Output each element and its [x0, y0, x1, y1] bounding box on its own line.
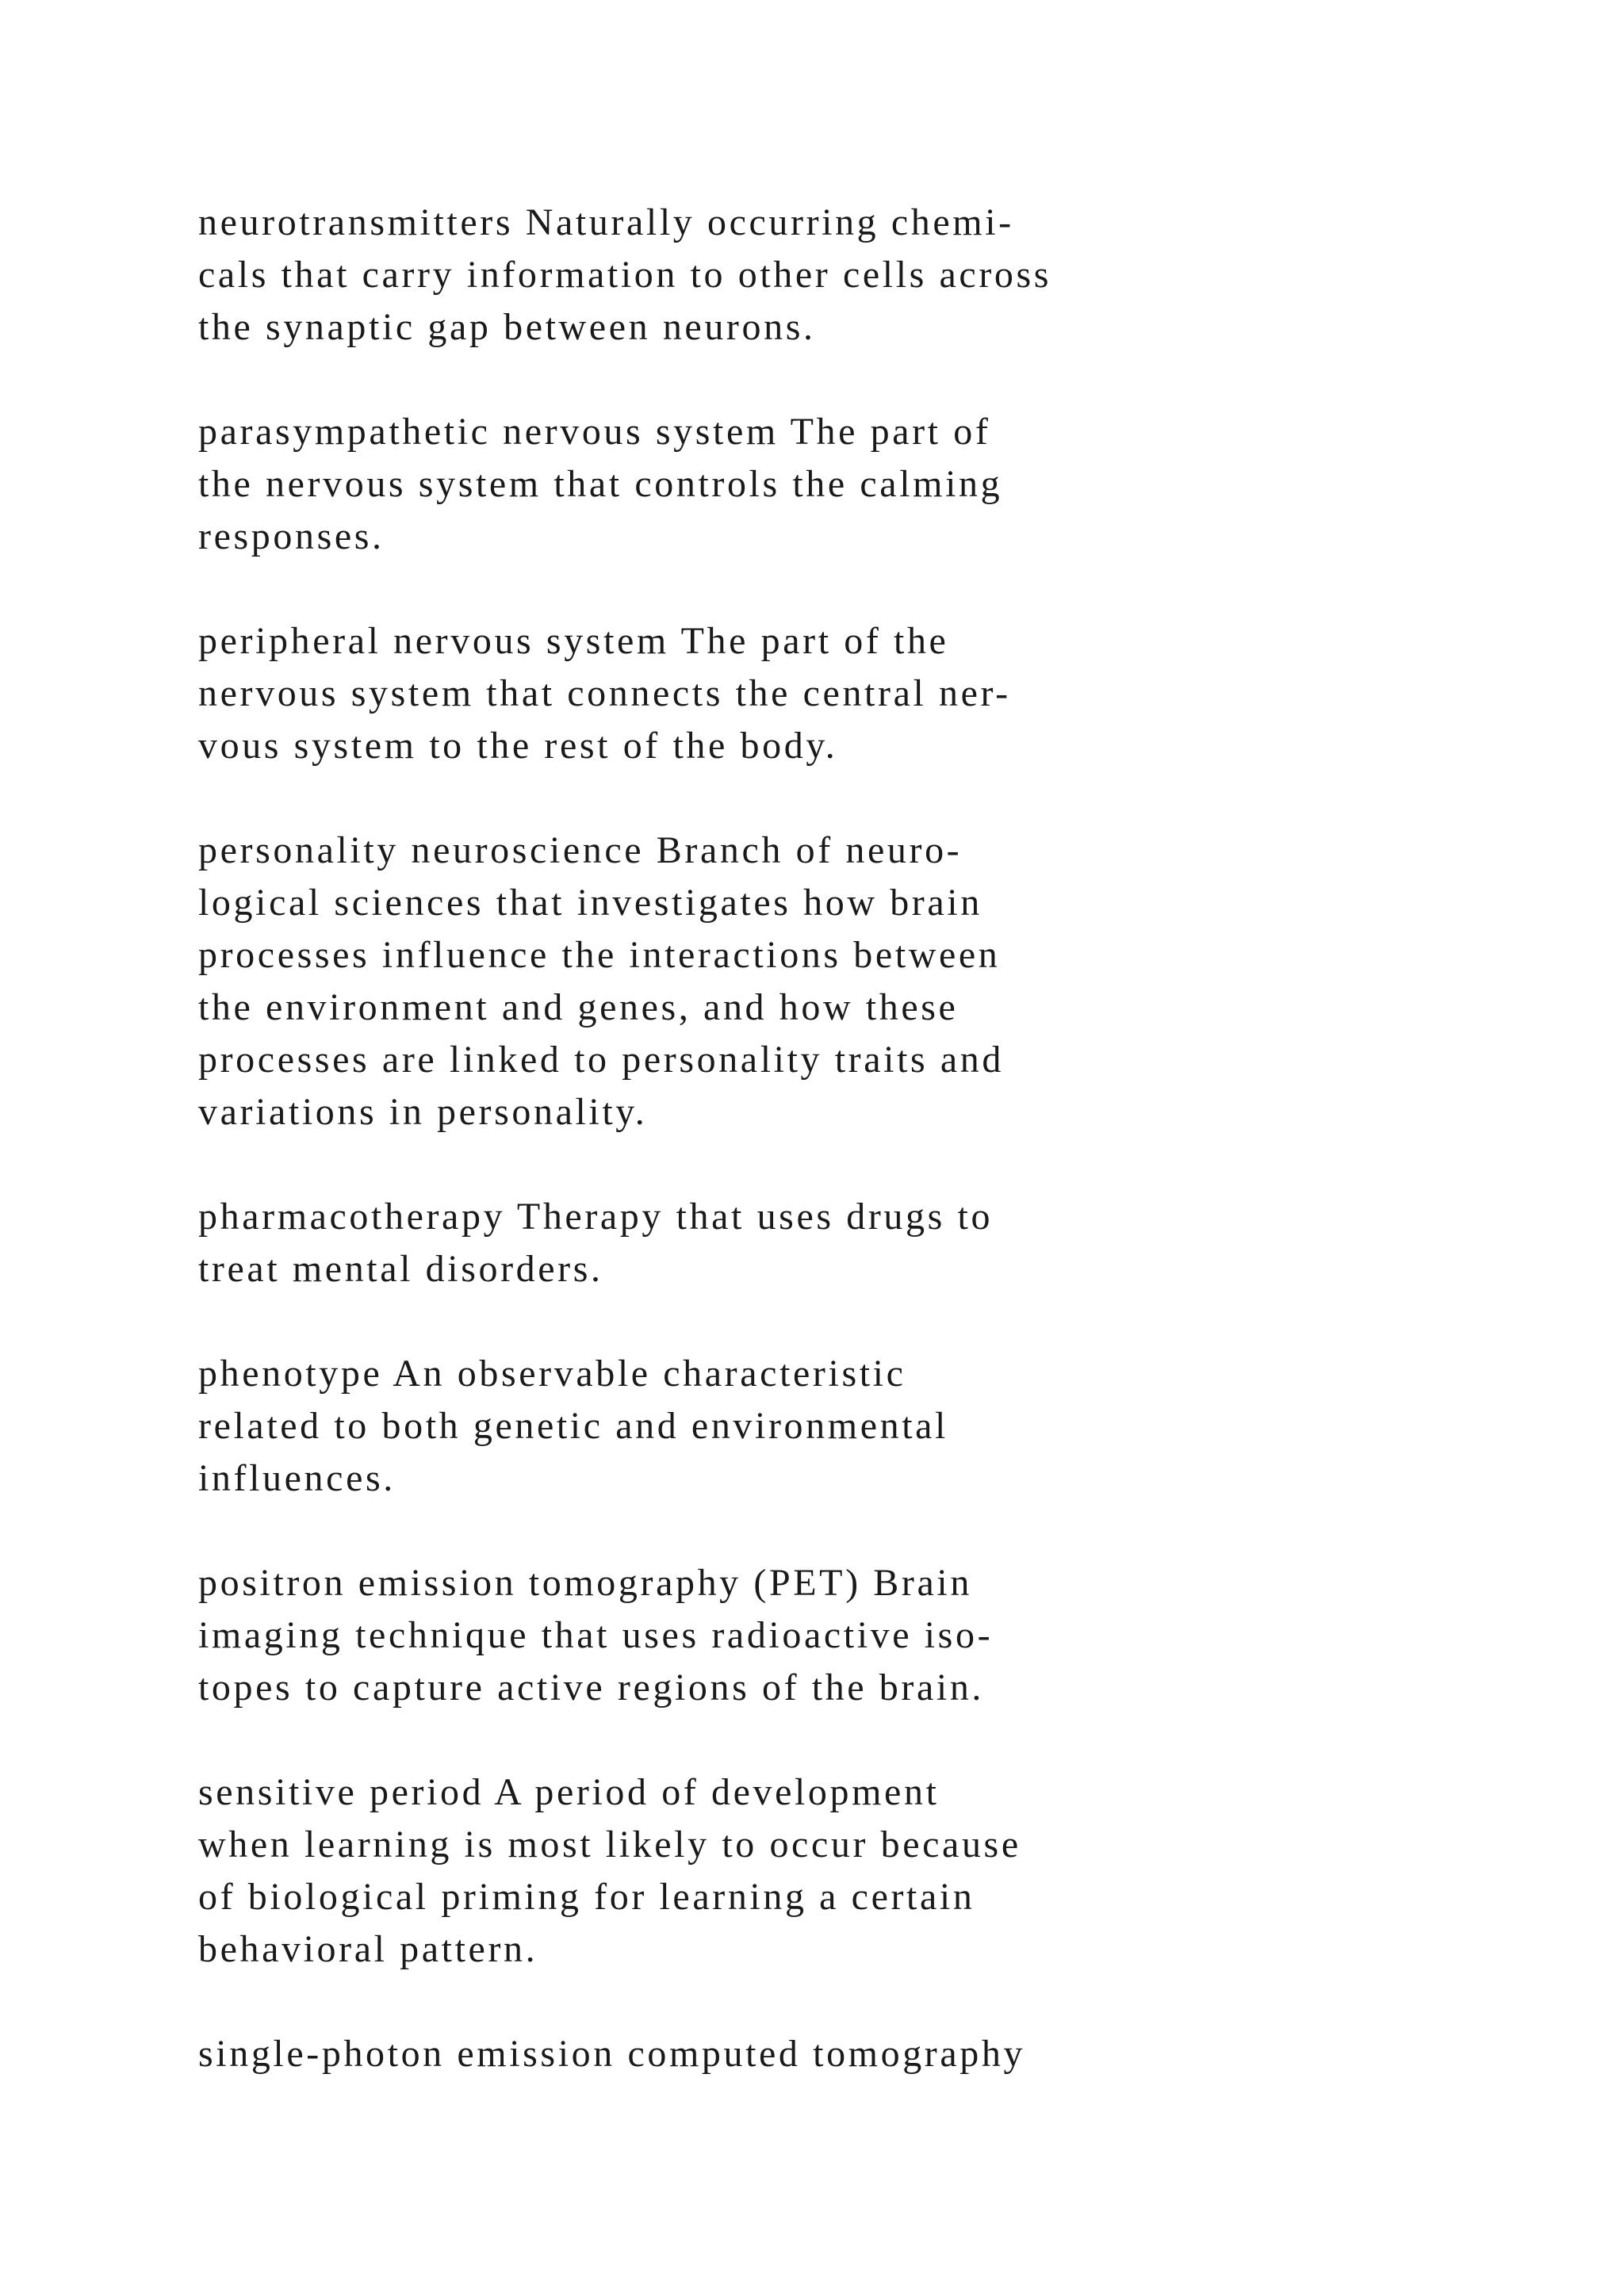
glossary-entry-peripheral-nervous-system — [198, 615, 1229, 772]
entry-line: topes to capture active regions of the brain. — [198, 1667, 985, 1709]
glossary-entry-neurotransmitters — [198, 197, 1229, 354]
entry-line: variations in personality. — [198, 1091, 648, 1133]
entry-line: phenotype An observable characteristic — [198, 1353, 906, 1395]
entry-line: vous system to the rest of the body. — [198, 725, 838, 767]
entry-line: single-photon emission computed tomography — [198, 2033, 1026, 2075]
entry-line: when learning is most likely to occur because — [198, 1823, 1021, 1866]
entry-line: the synaptic gap between neurons. — [198, 306, 816, 348]
entry-line: cals that carry information to other cells across — [198, 254, 1052, 296]
glossary-entry-single-photon-emission-computed-tomography — [198, 2028, 1229, 2080]
entry-line: behavioral pattern. — [198, 1928, 538, 1970]
entry-line: of biological priming for learning a certain — [198, 1876, 975, 1918]
glossary-entry-phenotype — [198, 1348, 1229, 1505]
entry-line: imaging technique that uses radioactive iso- — [198, 1614, 994, 1656]
entry-line: processes are linked to personality traits and — [198, 1039, 1005, 1081]
entry-line: peripheral nervous system The part of the — [198, 620, 949, 662]
entry-line: positron emission tomography (PET) Brain — [198, 1562, 972, 1604]
entry-line: responses. — [198, 515, 385, 557]
entry-line: influences. — [198, 1457, 396, 1499]
entry-line: sensitive period A period of development — [198, 1771, 940, 1813]
entry-line: logical sciences that investigates how brain — [198, 882, 982, 924]
entry-line: the environment and genes, and how these — [198, 986, 959, 1028]
glossary-entry-parasympathetic-nervous-system — [198, 406, 1229, 563]
glossary-entry-pharmacotherapy — [198, 1191, 1229, 1295]
entry-line: parasympathetic nervous system The part of — [198, 411, 991, 453]
entry-line: processes influence the interactions between — [198, 934, 1001, 976]
entry-line: treat mental disorders. — [198, 1248, 603, 1290]
entry-line: pharmacotherapy Therapy that uses drugs to — [198, 1196, 994, 1238]
entry-line: personality neuroscience Branch of neuro- — [198, 829, 963, 871]
glossary-entry-sensitive-period — [198, 1766, 1229, 1976]
glossary-entry-personality-neuroscience — [198, 825, 1229, 1138]
entry-line: related to both genetic and environmental — [198, 1405, 948, 1447]
entry-line: nervous system that connects the central ner- — [198, 672, 1011, 714]
glossary-column — [198, 197, 1229, 2133]
glossary-entry-positron-emission-tomography — [198, 1557, 1229, 1714]
entry-line: the nervous system that controls the calming — [198, 463, 1003, 505]
entry-line: neurotransmitters Naturally occurring chemi- — [198, 201, 1014, 243]
